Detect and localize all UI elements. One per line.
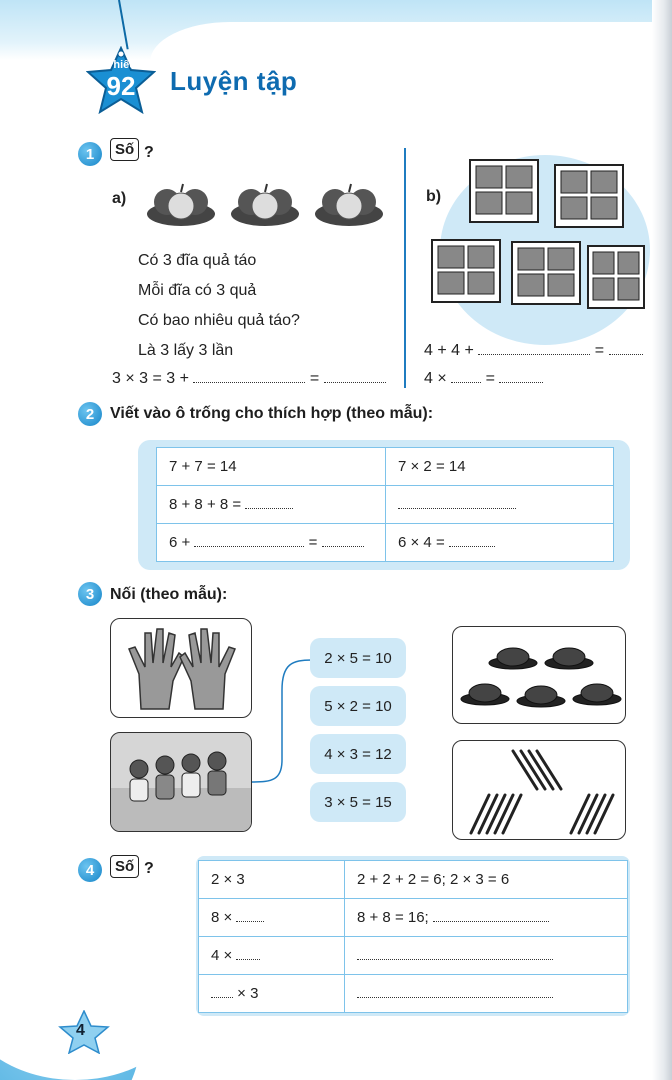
answer-blank[interactable] [211, 986, 233, 998]
part-a-equals: = [309, 370, 320, 387]
part-a-equation-start: 3 × 3 = 3 + [112, 370, 189, 387]
part-b-line-2-start: 4 × [424, 370, 447, 387]
table-cell [199, 975, 345, 1013]
table-row [199, 937, 628, 975]
task-4-question-mark: ? [144, 860, 154, 877]
answer-blank[interactable] [193, 371, 305, 383]
table-cell [199, 899, 345, 937]
part-b-line-1-start: 4 + 4 + [424, 342, 474, 359]
answer-blank[interactable] [324, 371, 386, 383]
part-a-line-3: Có bao nhiêu quả táo? [138, 312, 300, 329]
task-1-number: 1 [78, 142, 102, 166]
hands-icon [111, 619, 252, 718]
table-cell [386, 524, 614, 562]
answer-blank[interactable] [433, 910, 549, 922]
page-number: 4 [76, 1022, 85, 1039]
page-edge-shadow [652, 0, 672, 1080]
part-a-line-2: Mỗi đĩa có 3 quả [138, 282, 257, 299]
table-cell: 7 × 2 = 14 [386, 448, 614, 486]
task-1-question-mark: ? [144, 144, 154, 161]
children-icon [111, 733, 252, 832]
part-a-line-4: Là 3 lấy 3 lần [138, 342, 234, 359]
answer-blank[interactable] [609, 343, 643, 355]
answer-blank[interactable] [245, 497, 293, 509]
cell-text: 6 + [169, 534, 191, 551]
worksheet-badge [86, 46, 156, 116]
connector-line [252, 650, 314, 790]
cell-text: 8 + 8 + 8 = [169, 496, 242, 513]
part-a-equation [112, 370, 386, 388]
task-4-number: 4 [78, 858, 102, 882]
task-2-title: Viết vào ô trống cho thích hợp (theo mẫu): [110, 405, 434, 422]
apple-plates-icon [145, 178, 390, 228]
task-4-table [198, 860, 628, 1013]
badge-word: Phiếu [106, 59, 136, 71]
task-3-number: 3 [78, 582, 102, 606]
column-divider [404, 148, 406, 388]
answer-blank[interactable] [451, 371, 481, 383]
cell-text: 4 × [211, 947, 233, 964]
table-row [157, 524, 614, 562]
table-cell: 2 × 3 [199, 861, 345, 899]
cell-text: 6 × 4 = [398, 534, 445, 551]
part-b-line-1 [424, 342, 643, 360]
answer-blank[interactable] [449, 535, 495, 547]
part-a-line-1: Có 3 đĩa quả táo [138, 252, 257, 269]
answer-blank[interactable] [357, 986, 553, 998]
pencils-image[interactable] [452, 740, 626, 840]
answer-blank[interactable] [499, 371, 543, 383]
answer-blank[interactable] [322, 535, 364, 547]
table-cell: 2 + 2 + 2 = 6; 2 × 3 = 6 [345, 861, 628, 899]
task-3-title: Nối (theo mẫu): [110, 586, 228, 603]
table-cell [157, 486, 386, 524]
cell-text: 8 × [211, 909, 233, 926]
expression-card-3[interactable]: 4 × 3 = 12 [310, 734, 406, 774]
task-2-table [156, 447, 614, 562]
part-b-line-2-equals: = [485, 370, 495, 387]
part-a-letter: a) [112, 190, 127, 207]
table-row [199, 899, 628, 937]
cake-boxes-icon [430, 150, 650, 330]
table-row [199, 861, 628, 899]
answer-blank[interactable] [478, 343, 590, 355]
answer-blank[interactable] [194, 535, 304, 547]
cell-equals: = [308, 534, 318, 551]
children-image[interactable] [110, 732, 252, 832]
part-b-equals: = [594, 342, 605, 359]
task-1-label: Số [110, 138, 139, 161]
table-row [157, 448, 614, 486]
part-b-letter: b) [426, 188, 442, 205]
answer-blank[interactable] [236, 948, 260, 960]
expression-card-2[interactable]: 5 × 2 = 10 [310, 686, 406, 726]
table-cell [345, 899, 628, 937]
answer-blank[interactable] [398, 497, 516, 509]
page-title: Luyện tập [170, 66, 298, 96]
table-cell [386, 486, 614, 524]
pencils-icon [453, 741, 626, 840]
corner-mask [0, 910, 190, 1080]
task-2-number: 2 [78, 402, 102, 426]
table-cell [345, 975, 628, 1013]
expression-card-4[interactable]: 3 × 5 = 15 [310, 782, 406, 822]
table-cell [345, 937, 628, 975]
badge-number: 92 [106, 71, 136, 101]
cell-text: 8 + 8 = 16; [357, 909, 429, 926]
fish-plates-icon [453, 627, 626, 724]
expression-card-1[interactable]: 2 × 5 = 10 [310, 638, 406, 678]
table-cell: 7 + 7 = 14 [157, 448, 386, 486]
task-4-label: Số [110, 855, 139, 878]
part-b-line-2 [424, 370, 543, 388]
table-row [199, 975, 628, 1013]
hands-image[interactable] [110, 618, 252, 718]
answer-blank[interactable] [236, 910, 264, 922]
cell-text: × 3 [237, 985, 259, 1002]
table-cell [199, 937, 345, 975]
table-cell [157, 524, 386, 562]
answer-blank[interactable] [357, 948, 553, 960]
table-row [157, 486, 614, 524]
fish-plates-image[interactable] [452, 626, 626, 724]
